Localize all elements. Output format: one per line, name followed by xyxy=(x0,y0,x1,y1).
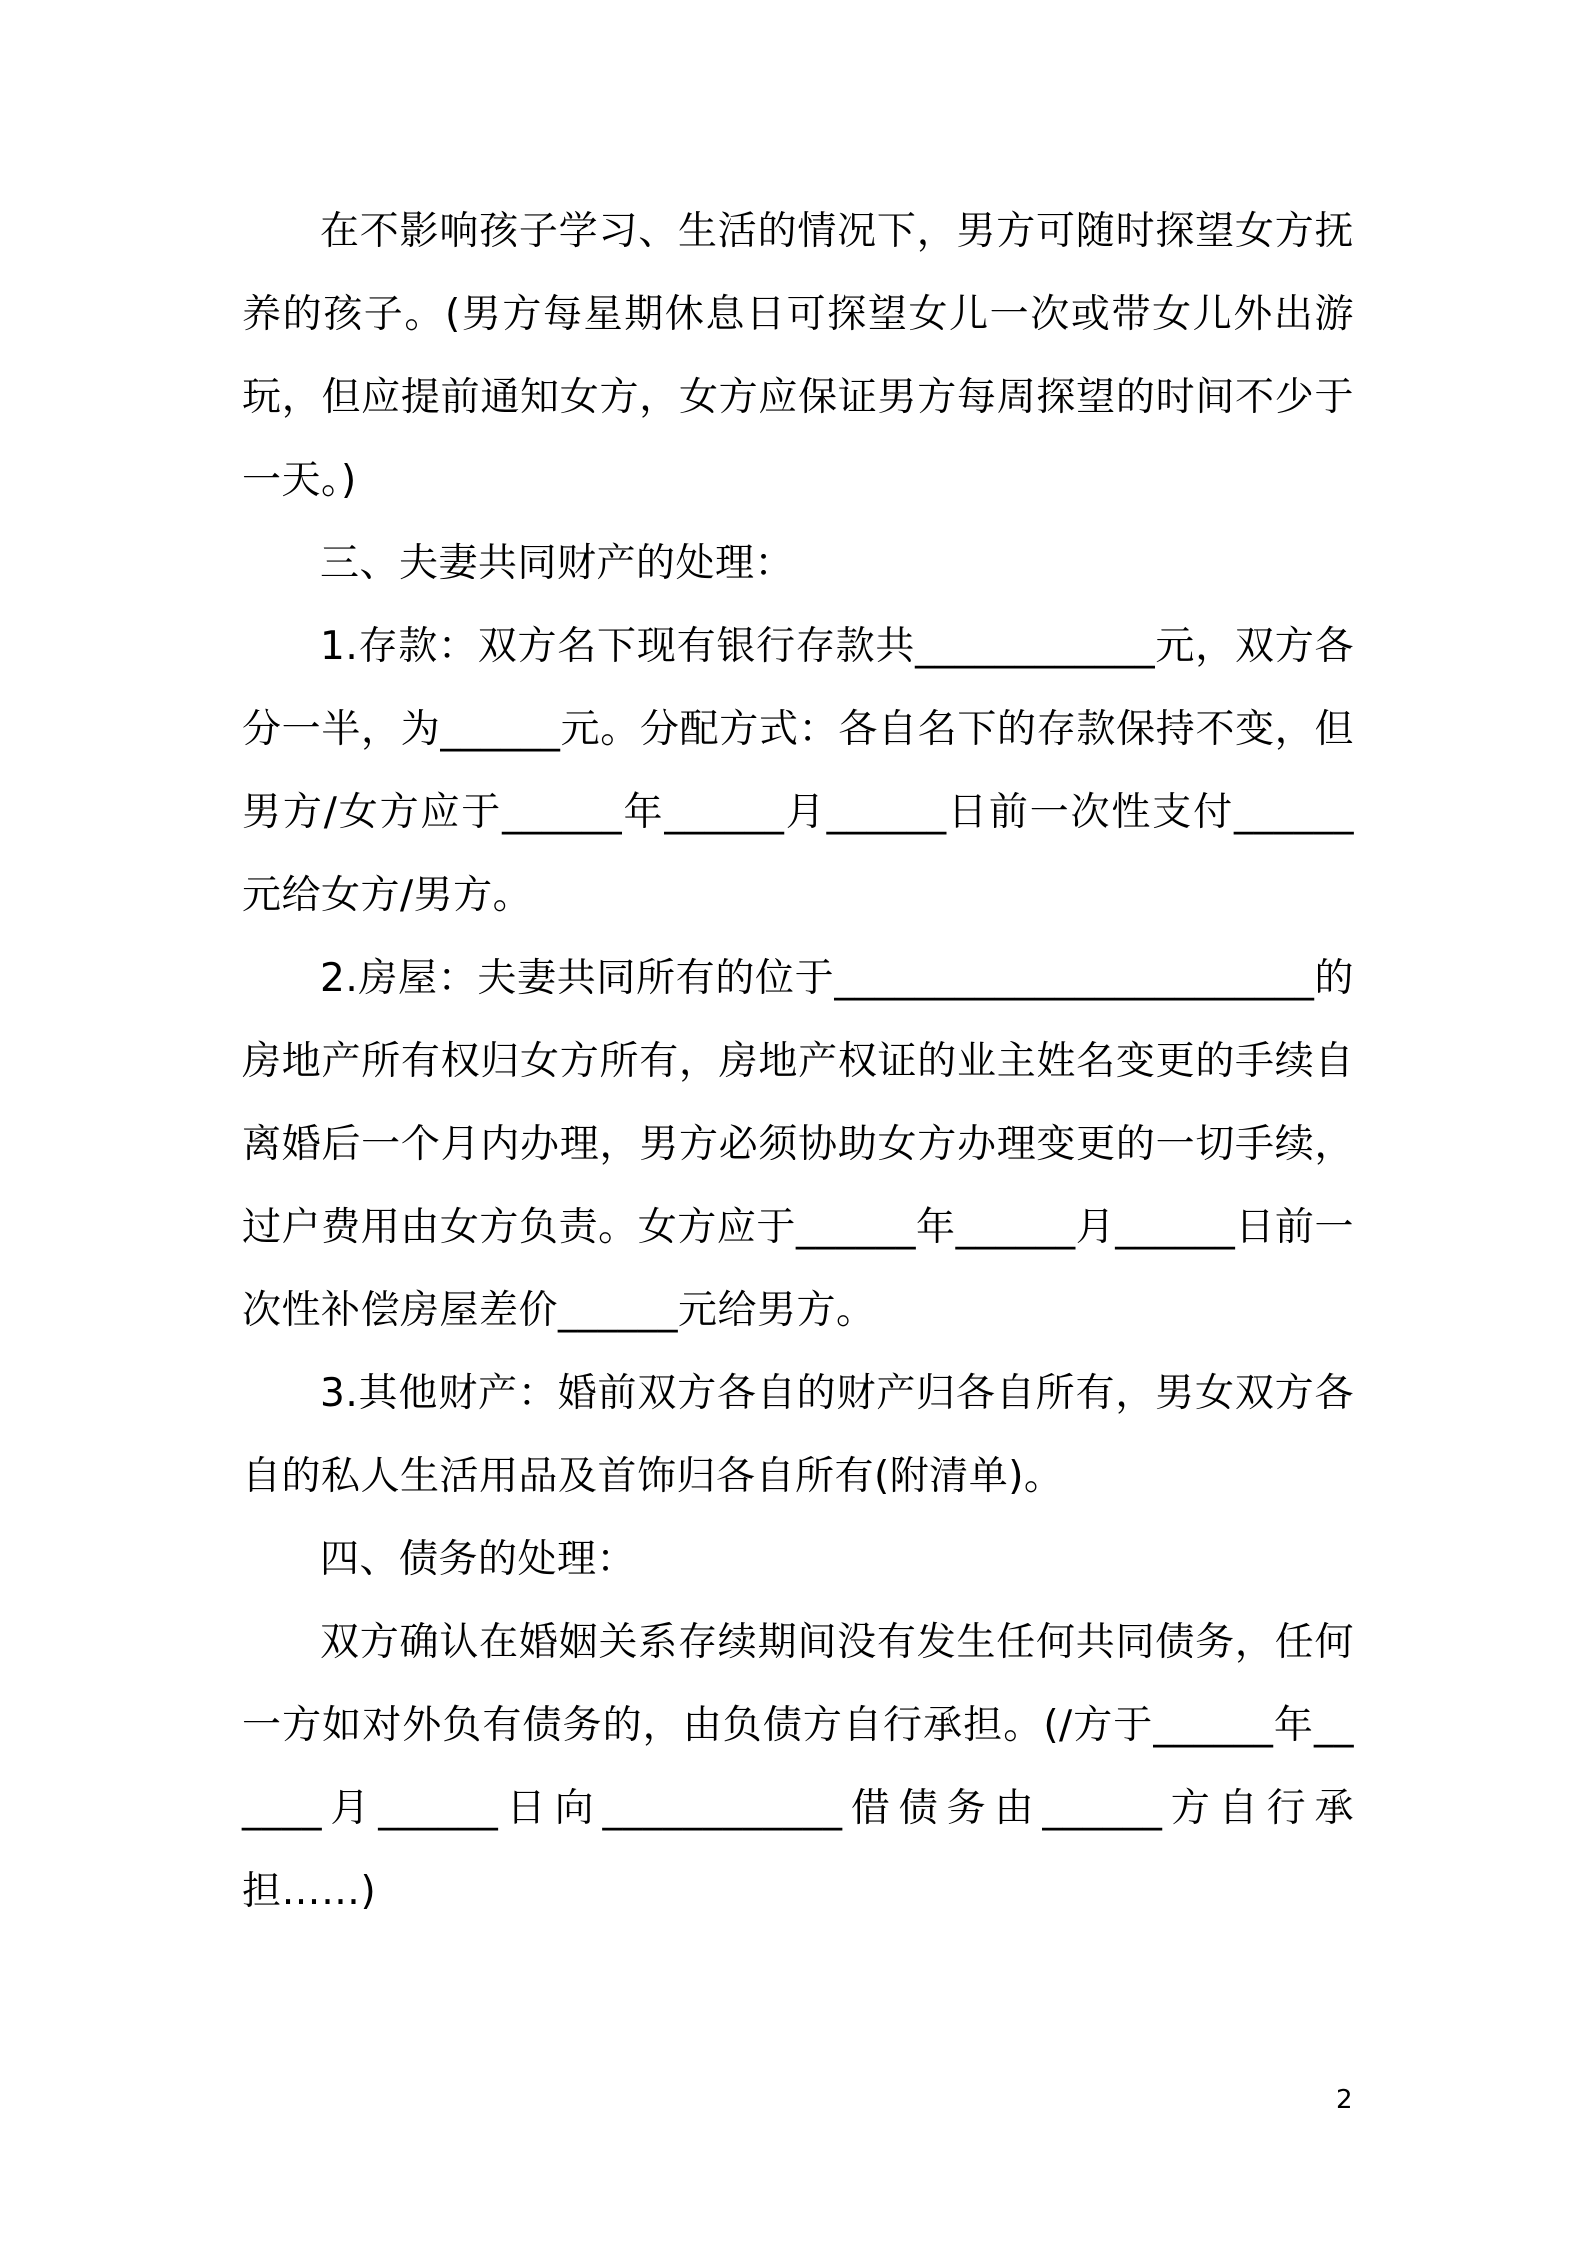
page-number: 2 xyxy=(1336,2085,1353,2115)
paragraph-other-property: 3.其他财产：婚前双方各自的财产归各自所有，男女双方各自的私人生活用品及首饰归各自所有(附清单)。 xyxy=(242,1371,1354,1499)
section-heading-debts: 四、债务的处理： xyxy=(320,1537,637,1582)
section-heading-property: 三、夫妻共同财产的处理： xyxy=(320,541,795,586)
paragraph-visitation: 在不影响孩子学习、生活的情况下，男方可随时探望女方抚养的孩子。(男方每星期休息日可探望女儿一次或带女儿外出游玩，但应提前通知女方，女方应保证男方每周探望的时间不少于一天。) xyxy=(242,209,1354,503)
paragraph-house: 2.房屋：夫妻共同所有的位于________________________的房地产所有权归女方所有，房地产权证的业主姓名变更的手续自离婚后一个月内办理，男方必须协助女方办理变更的一切手续，过户费用由女方负责。女方应于______年______月______日前一次性补偿房屋差价______元给男方。 xyxy=(242,956,1354,1333)
paragraph-savings: 1.存款：双方名下现有银行存款共____________元，双方各分一半，为______元。分配方式：各自名下的存款保持不变，但男方/女方应于______年______月______日前一次性支付______元给女方/男方。 xyxy=(242,624,1354,918)
document-body xyxy=(242,190,1354,1933)
paragraph-debts: 双方确认在婚姻关系存续期间没有发生任何共同债务，任何一方如对外负有债务的，由负债方自行承担。(/方于______年______月______日向____________借债务由______方自行承担……) xyxy=(242,1620,1354,1914)
